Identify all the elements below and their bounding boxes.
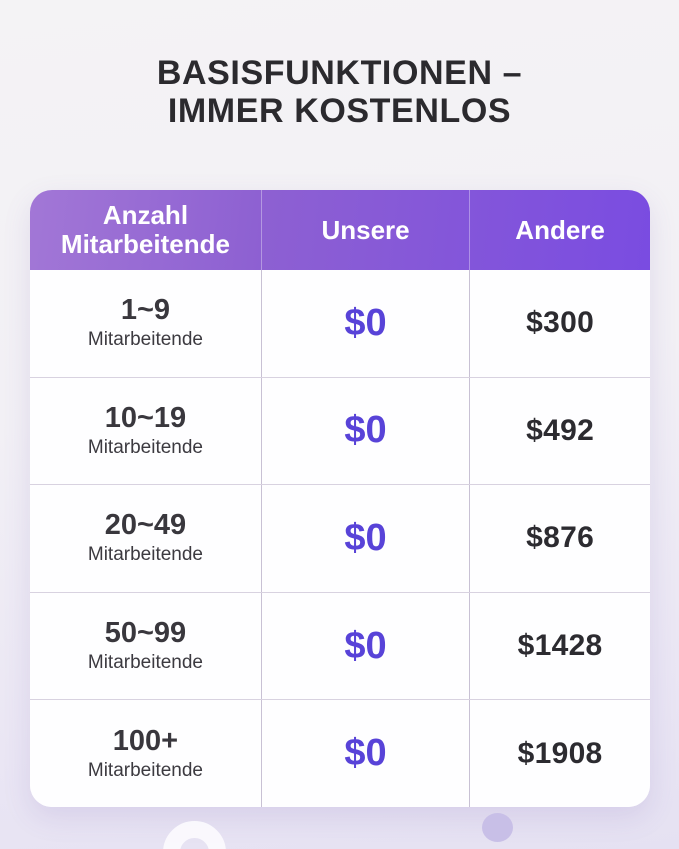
employee-range-cell [30, 378, 262, 485]
other-price: $876 [526, 521, 595, 555]
our-price: $0 [344, 624, 387, 667]
ring-decoration [163, 821, 226, 849]
table-header-row [30, 190, 650, 270]
header-others: Andere [515, 214, 605, 245]
employee-range-sublabel: Mitarbeitende [87, 652, 203, 674]
employee-range: 10~19 [104, 401, 187, 434]
other-price-cell [470, 700, 650, 807]
our-price: $0 [344, 732, 387, 775]
page-title-line2: IMMER KOSTENLOS [167, 92, 512, 130]
table-row [30, 270, 650, 378]
page-title [0, 54, 679, 130]
employee-range-cell [30, 485, 262, 592]
header-employee-count: Anzahl Mitarbeitende [30, 190, 262, 270]
our-price-cell [262, 485, 470, 592]
other-price: $300 [526, 306, 595, 340]
table-row [30, 700, 650, 807]
table-row [30, 593, 650, 701]
employee-range: 100+ [112, 724, 179, 757]
employee-range: 20~49 [104, 509, 187, 542]
employee-range-sublabel: Mitarbeitende [87, 544, 203, 566]
our-price-cell [262, 700, 470, 807]
table-row [30, 485, 650, 593]
employee-range-sublabel: Mitarbeitende [87, 759, 203, 781]
table-body [30, 270, 650, 807]
employee-range: 1~9 [120, 294, 171, 327]
our-price-cell [262, 270, 470, 377]
employee-range-sublabel: Mitarbeitende [87, 436, 203, 458]
other-price: $1908 [517, 736, 603, 770]
dot-decoration [482, 813, 513, 842]
other-price: $1428 [517, 629, 603, 663]
header-ours: Unsere [262, 190, 470, 270]
other-price-cell [470, 378, 650, 485]
our-price: $0 [344, 301, 387, 344]
employee-range-cell [30, 593, 262, 700]
employee-range-cell [30, 700, 262, 807]
our-price-cell [262, 593, 470, 700]
our-price: $0 [344, 409, 387, 452]
employee-range-cell [30, 270, 262, 377]
other-price-cell [470, 270, 650, 377]
table-row [30, 378, 650, 486]
page-title-line1: BASISFUNKTIONEN – [156, 54, 523, 92]
employee-range-sublabel: Mitarbeitende [87, 329, 203, 351]
our-price: $0 [344, 516, 387, 559]
other-price: $492 [526, 413, 595, 447]
other-price-cell [470, 485, 650, 592]
our-price-cell [262, 378, 470, 485]
pricing-table [30, 190, 650, 807]
other-price-cell [470, 593, 650, 700]
employee-range: 50~99 [104, 617, 187, 650]
